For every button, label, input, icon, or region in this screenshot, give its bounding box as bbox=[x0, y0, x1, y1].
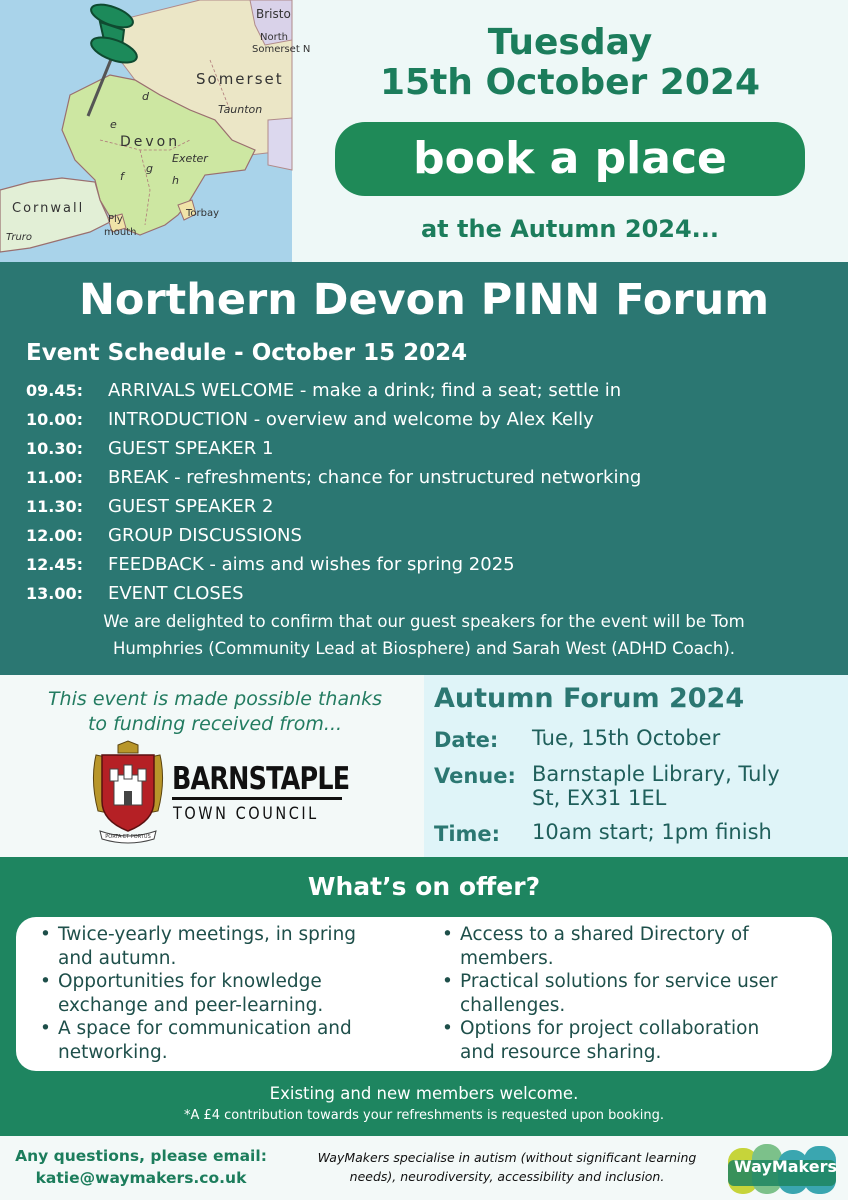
book-a-place-button[interactable]: book a place bbox=[335, 122, 805, 196]
forum-title: Northern Devon PINN Forum bbox=[78, 275, 770, 325]
waymakers-logo-text: WayMakers bbox=[734, 1157, 838, 1176]
date-label: Date: bbox=[434, 728, 499, 752]
map-label-exeter: Exeter bbox=[172, 152, 208, 165]
schedule-section bbox=[0, 262, 848, 675]
offer-list-left bbox=[34, 923, 414, 1064]
map-label-bristol: Bristo bbox=[256, 7, 291, 21]
schedule-row bbox=[26, 463, 826, 492]
contact-email-link[interactable]: katie@waymakers.co.uk bbox=[35, 1169, 247, 1187]
map-label-north-somerset-2: Somerset N bbox=[252, 44, 311, 55]
schedule-item-title: EVENT CLOSES bbox=[108, 583, 244, 604]
offer-item-line: members. bbox=[460, 947, 554, 969]
map-label-plymouth-1: Ply bbox=[108, 214, 123, 225]
funding-line: to funding received from... bbox=[87, 713, 343, 735]
map-label-taunton: Taunton bbox=[218, 103, 263, 116]
map-letter-h: h bbox=[172, 174, 179, 187]
schedule-time: 13.00: bbox=[26, 584, 84, 603]
map-label-truro: Truro bbox=[6, 232, 33, 243]
map-label-cornwall: Cornwall bbox=[12, 201, 85, 216]
offer-box bbox=[16, 917, 832, 1071]
barnstaple-logo-name: BARNSTAPLE bbox=[172, 761, 350, 797]
forum-details-panel bbox=[424, 675, 848, 857]
barnstaple-logo-subtitle: TOWN COUNCIL bbox=[173, 804, 319, 824]
offer-section bbox=[0, 857, 848, 1136]
schedule-item-title: ARRIVALS WELCOME bbox=[108, 380, 295, 401]
offer-title: What’s on offer? bbox=[307, 872, 541, 901]
event-date-panel bbox=[292, 0, 848, 262]
offer-item-line: • A space for communication and bbox=[58, 1018, 352, 1039]
offer-item-line: • Access to a shared Directory of bbox=[460, 924, 749, 945]
venue-line: St, EX31 1EL bbox=[532, 786, 667, 810]
schedule-row bbox=[26, 434, 826, 463]
funding-panel bbox=[0, 675, 424, 857]
offer-item-line: challenges. bbox=[460, 994, 566, 1016]
offer-list-item bbox=[436, 970, 816, 1017]
offer-item-line: • Practical solutions for service user bbox=[460, 971, 778, 992]
event-date: 15th October 2024 bbox=[379, 62, 761, 103]
schedule-heading: Event Schedule - October 15 2024 bbox=[26, 340, 468, 366]
map-label-north-somerset: North bbox=[260, 32, 288, 43]
schedule-item-title: GROUP DISCUSSIONS bbox=[108, 525, 302, 546]
schedule-row bbox=[26, 550, 826, 579]
header-section bbox=[0, 0, 848, 262]
offer-list-right bbox=[436, 923, 816, 1064]
schedule-time: 09.45: bbox=[26, 381, 84, 400]
map-graphic bbox=[0, 0, 311, 262]
offer-item-line: and autumn. bbox=[58, 947, 177, 969]
schedule-time: 11.30: bbox=[26, 497, 84, 516]
schedule-time: 10.00: bbox=[26, 410, 84, 429]
map-label-somerset: Somerset bbox=[196, 70, 284, 88]
time-value: 10am start; 1pm finish bbox=[532, 820, 772, 844]
map-letter-g: g bbox=[146, 162, 153, 175]
map-label-devon: Devon bbox=[120, 134, 181, 150]
offer-list-item bbox=[436, 923, 816, 970]
schedule-item-description: - make a drink; find a seat; settle in bbox=[294, 380, 622, 401]
about-line: WayMakers specialise in autism (without significant learning bbox=[317, 1150, 697, 1165]
schedule-item-title: BREAK bbox=[108, 467, 169, 488]
questions-prompt: Any questions, please email: bbox=[15, 1147, 267, 1165]
schedule-list bbox=[26, 376, 826, 608]
schedule-item-title: INTRODUCTION bbox=[108, 409, 248, 430]
speakers-announcement bbox=[20, 608, 828, 662]
offer-item-line: • Opportunities for knowledge bbox=[58, 971, 322, 992]
members-welcome: Existing and new members welcome. bbox=[269, 1084, 579, 1103]
time-label: Time: bbox=[434, 822, 501, 846]
schedule-item-description: - aims and wishes for spring 2025 bbox=[203, 554, 515, 575]
crest-motto: PORTA ET PORTUS bbox=[105, 834, 151, 840]
logo-divider bbox=[172, 797, 342, 800]
schedule-item-title: GUEST SPEAKER 1 bbox=[108, 438, 274, 459]
schedule-time: 11.00: bbox=[26, 468, 84, 487]
schedule-row bbox=[26, 521, 826, 550]
offer-item-line: and resource sharing. bbox=[460, 1041, 662, 1063]
offer-item-line: networking. bbox=[58, 1041, 168, 1063]
schedule-item-title: FEEDBACK bbox=[108, 554, 204, 575]
offer-list-item bbox=[34, 1017, 414, 1064]
offer-list-item bbox=[34, 923, 414, 970]
offer-list-item bbox=[436, 1017, 816, 1064]
map-letter-d: d bbox=[142, 90, 149, 103]
funding-text bbox=[20, 687, 410, 737]
schedule-row bbox=[26, 579, 826, 608]
schedule-item-description: - overview and welcome by Alex Kelly bbox=[247, 409, 594, 430]
schedule-time: 12.45: bbox=[26, 555, 84, 574]
venue-value bbox=[532, 762, 832, 810]
date-value: Tue, 15th October bbox=[532, 726, 721, 750]
offer-item-line: exchange and peer-learning. bbox=[58, 994, 324, 1016]
waymakers-about bbox=[296, 1148, 718, 1186]
info-section bbox=[0, 675, 848, 857]
region-map bbox=[0, 0, 311, 262]
footer bbox=[0, 1136, 848, 1200]
schedule-row bbox=[26, 492, 826, 521]
schedule-row bbox=[26, 376, 826, 405]
contribution-note: *A £4 contribution towards your refreshments is requested upon booking. bbox=[183, 1108, 665, 1123]
schedule-time: 10.30: bbox=[26, 439, 84, 458]
venue-label: Venue: bbox=[434, 764, 516, 788]
offer-item-line: • Twice-yearly meetings, in spring bbox=[58, 924, 357, 945]
map-label-plymouth-2: mouth bbox=[104, 227, 137, 238]
about-line: needs), neurodiversity, accessibility and inclusion. bbox=[349, 1169, 665, 1184]
schedule-time: 12.00: bbox=[26, 526, 84, 545]
funding-line: This event is made possible thanks bbox=[47, 688, 383, 710]
event-day: Tuesday bbox=[487, 22, 653, 63]
event-subtitle: at the Autumn 2024... bbox=[420, 215, 720, 243]
map-letter-e: e bbox=[110, 118, 117, 131]
schedule-row bbox=[26, 405, 826, 434]
speakers-line: We are delighted to confirm that our guest speakers for the event will be Tom bbox=[103, 612, 745, 631]
schedule-item-description: - refreshments; chance for unstructured networking bbox=[168, 467, 642, 488]
schedule-item-title: GUEST SPEAKER 2 bbox=[108, 496, 274, 517]
offer-item-line: • Options for project collaboration bbox=[460, 1018, 760, 1039]
venue-line: Barnstaple Library, Tuly bbox=[532, 762, 780, 786]
offer-list-item bbox=[34, 970, 414, 1017]
forum-details-title: Autumn Forum 2024 bbox=[434, 683, 745, 714]
map-letter-f: f bbox=[120, 170, 124, 183]
map-label-torbay: Torbay bbox=[186, 208, 220, 219]
barnstaple-crest-icon bbox=[88, 741, 168, 845]
speakers-line: Humphries (Community Lead at Biosphere) and Sarah West (ADHD Coach). bbox=[112, 639, 736, 658]
